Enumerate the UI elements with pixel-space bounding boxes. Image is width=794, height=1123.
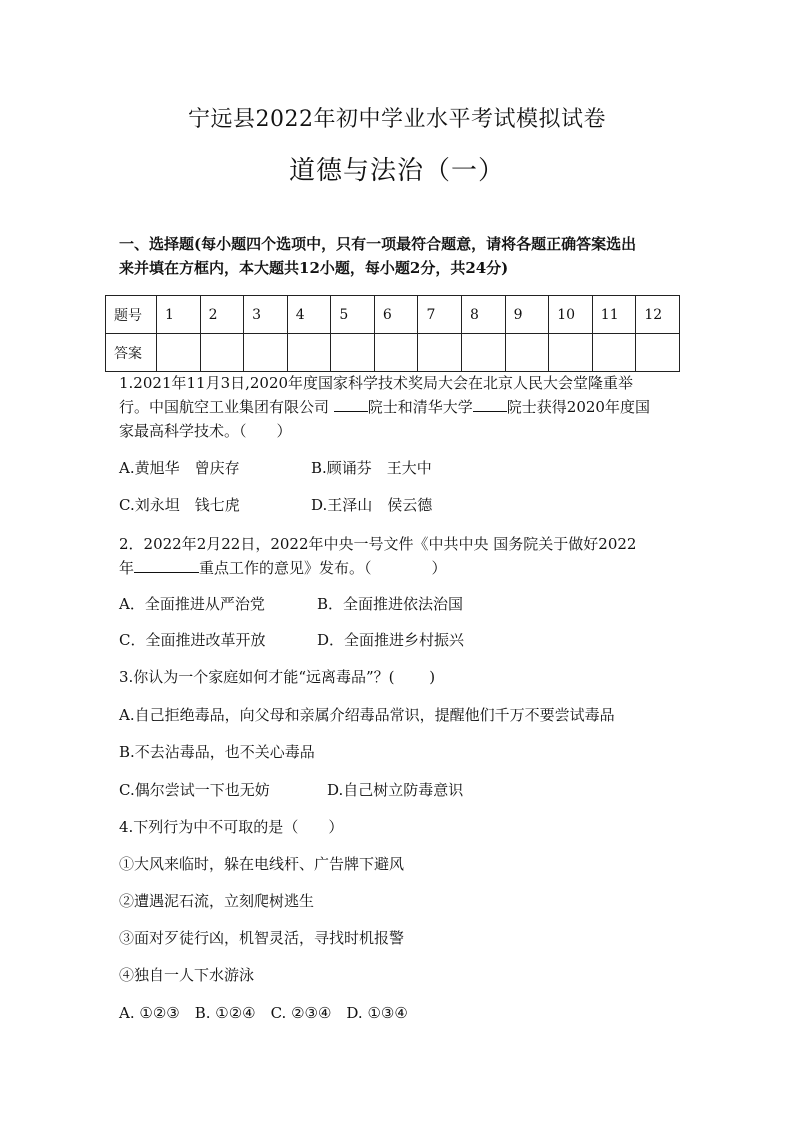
- exam-title: 宁远县2022年初中学业水平考试模拟试卷: [188, 107, 606, 132]
- question-3-options-row-cd: [119, 778, 689, 802]
- question-number-cell: 6: [374, 296, 418, 334]
- question-number-cell: 2: [200, 296, 244, 334]
- question-3-stem: 3.你认为一个家庭如何才能“远离毒品”？( ): [119, 668, 436, 686]
- question-1-stem: [119, 371, 689, 443]
- question-1-line2-b: 院士和清华大学: [367, 398, 473, 416]
- answer-table: [105, 295, 680, 372]
- answer-cell[interactable]: [505, 334, 549, 372]
- answer-cell[interactable]: [374, 334, 418, 372]
- answer-label: 答案: [106, 334, 157, 372]
- question-3-option-d: D.自己树立防毒意识: [327, 781, 464, 799]
- question-3-option-c: C.偶尔尝试一下也无妨: [119, 781, 270, 799]
- question-number-cell: 3: [244, 296, 288, 334]
- question-4-item-4: ④独自一人下水游泳: [119, 966, 255, 984]
- question-2-option-d: D．全面推进乡村振兴: [317, 631, 465, 649]
- question-2-line1: 2．2022年2月22日，2022年中央一号文件《中共中央 国务院关于做好2022: [119, 535, 637, 553]
- question-2-line2-a: 年: [119, 559, 135, 577]
- answer-cell[interactable]: [549, 334, 593, 372]
- question-number-label: 题号: [106, 296, 157, 334]
- question-2-option-b: B．全面推进依法治国: [317, 595, 464, 613]
- question-1-line2: [119, 395, 689, 419]
- question-1-line3: 家最高科学技术。（ ）: [119, 422, 292, 440]
- question-1-line2-a: 行。中国航空工业集团有限公司: [119, 398, 334, 416]
- question-number-cell: 10: [549, 296, 593, 334]
- question-1-option-b: B.顾诵芬 王大中: [311, 459, 432, 477]
- answer-table-number-row: [106, 296, 680, 334]
- question-2-line2-b: 重点工作的意见》发布。（ ）: [199, 559, 447, 577]
- fill-blank: [473, 396, 507, 412]
- section-heading-line1: 一、选择题(每小题四个选项中，只有一项最符合题意，请将各题正确答案选出: [119, 235, 637, 253]
- answer-cell[interactable]: [200, 334, 244, 372]
- question-2-option-c: C．全面推进改革开放: [119, 631, 266, 649]
- question-number-cell: 11: [592, 296, 636, 334]
- question-4-item-2: ②遭遇泥石流，立刻爬树逃生: [119, 892, 315, 910]
- question-1-options-row1: [119, 456, 689, 480]
- fill-blank: [134, 557, 199, 573]
- answer-cell[interactable]: [244, 334, 288, 372]
- answer-cell[interactable]: [331, 334, 375, 372]
- question-1-line1: 1.2021年11月3日,2020年度国家科学技术奖局大会在北京人民大会堂隆重举: [119, 374, 634, 392]
- answer-cell[interactable]: [592, 334, 636, 372]
- answer-table-answer-row: [106, 334, 680, 372]
- question-number-cell: 5: [331, 296, 375, 334]
- answer-cell[interactable]: [287, 334, 331, 372]
- question-3-option-a: A.自己拒绝毒品，向父母和亲属介绍毒品常识，提醒他们千万不要尝试毒品: [119, 706, 615, 724]
- question-4-item-3: ③面对歹徒行凶，机智灵活，寻找时机报警: [119, 929, 405, 947]
- question-number-cell: 7: [418, 296, 462, 334]
- question-2-option-a: A．全面推进从严治党: [119, 595, 265, 613]
- question-number-cell: 8: [462, 296, 506, 334]
- question-2-options-row1: [119, 592, 689, 616]
- question-number-cell: 4: [287, 296, 331, 334]
- question-number-cell: 9: [505, 296, 549, 334]
- section-heading: [119, 232, 684, 280]
- question-1-option-a: A.黄旭华 曾庆存: [119, 459, 240, 477]
- section-heading-line2: 来并填在方框内，本大题共12小题，每小题2分，共24分): [119, 259, 509, 277]
- question-3-option-b: B.不去沾毒品，也不关心毒品: [119, 743, 315, 761]
- answer-cell[interactable]: [636, 334, 680, 372]
- question-2-line2: [119, 556, 689, 580]
- question-4-stem: 4.下列行为中不可取的是（ ）: [119, 818, 344, 836]
- question-1-option-c: C.刘永坦 钱七虎: [119, 496, 240, 514]
- answer-cell[interactable]: [157, 334, 201, 372]
- question-4-options: A. ①②③ B. ①②④ C. ②③④ D. ①③④: [119, 1004, 408, 1022]
- question-2-stem: [119, 532, 689, 580]
- question-number-cell: 1: [157, 296, 201, 334]
- fill-blank: [334, 396, 368, 412]
- question-1-option-d: D.王泽山 侯云德: [311, 496, 433, 514]
- exam-subtitle: 道德与法治（一）: [288, 156, 505, 186]
- question-2-options-row2: [119, 628, 689, 652]
- question-1-line2-c: 院士获得2020年度国: [506, 398, 650, 416]
- question-1-options-row2: [119, 493, 689, 517]
- question-number-cell: 12: [636, 296, 680, 334]
- question-4-item-1: ①大风来临时，躲在电线杆、广告牌下避风: [119, 855, 405, 873]
- answer-cell[interactable]: [462, 334, 506, 372]
- answer-cell[interactable]: [418, 334, 462, 372]
